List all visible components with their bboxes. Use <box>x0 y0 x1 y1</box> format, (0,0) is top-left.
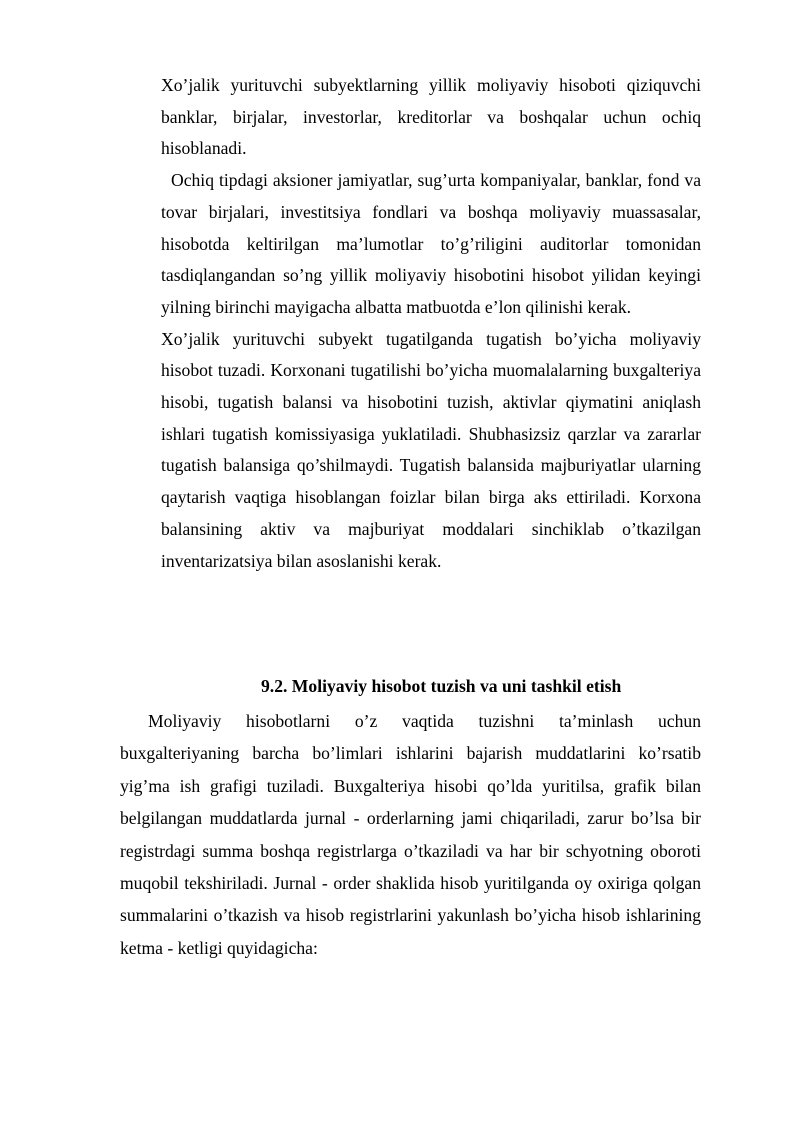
paragraph-schedule-procedure: Moliyaviy hisobotlarni o’z vaqtida tuzishni ta’minlash uchun buxgalteriyaning barcha bo’limlari ishlarini bajarish muddatlarini ko’rsatib yig’ma ish grafigi tuziladi. Buxgalteriya hisobi qo’lda yuritilsa, grafik bilan belgilangan muddatlarda jurnal - orderlarning jami chiqariladi, zarur bo’lsa bir registrdagi summa boshqa registrlarga o’tkaziladi va har bir schyotning oboroti muqobil tekshiriladi. Jurnal - order shaklida hisob yuritilganda oy oxiriga qolgan summalarini o’tkazish va hisob registrlarini yakunlash bo’yicha hisob ishlarining ketma - ketligi quyidagicha: <box>120 711 701 958</box>
section-body-block <box>120 705 701 964</box>
paragraph-liquidation-report: Xo’jalik yurituvchi subyekt tugatilganda tugatish bo’yicha moliyaviy hisobot tuzadi. Korxonani tugatilishi bo’yicha muomalalarning buxgalteriya hisobi, tugatish balansi va hisobotini tuzish, aktivlar qiymatini aniqlash ishlari tugatish komissiyasiga yuklatiladi. Shubhasizsiz qarzlar va zararlar tugatish balansiga qo’shilmaydi. Tugatish balansida majburiyatlar ularning qaytarish vaqtiga hisoblangan foizlar bilan birga aks ettiriladi. Korxona balansining aktiv va majburiyat moddalari sinchiklab o’tkazilgan inventarizatsiya bilan asoslanishi kerak. <box>161 328 701 571</box>
paragraph-publication-requirement: Ochiq tipdagi aksioner jamiyatlar, sug’urta kompaniyalar, banklar, fond va tovar birjalari, investitsiya fondlari va boshqa moliyaviy muassasalar, hisobotda keltirilgan ma’lumotlar to’g’riligini auditorlar tomonidan tasdiqlangandan so’ng yillik moliyaviy hisobotini hisobot yilidan keyingi yilning birinchi mayigacha albatta matbuotda e’lon qilinishi kerak. <box>161 170 701 317</box>
paragraph-annual-report-openness: Xo’jalik yurituvchi subyektlarning yillik moliyaviy hisoboti qiziquvchi banklar, birjalar, investorlar, kreditorlar va boshqalar uchun ochiq hisoblanadi. <box>161 75 701 159</box>
indented-text-block <box>161 70 701 577</box>
section-heading: 9.2. Moliyaviy hisobot tuzish va uni tashkil etish <box>261 676 622 696</box>
